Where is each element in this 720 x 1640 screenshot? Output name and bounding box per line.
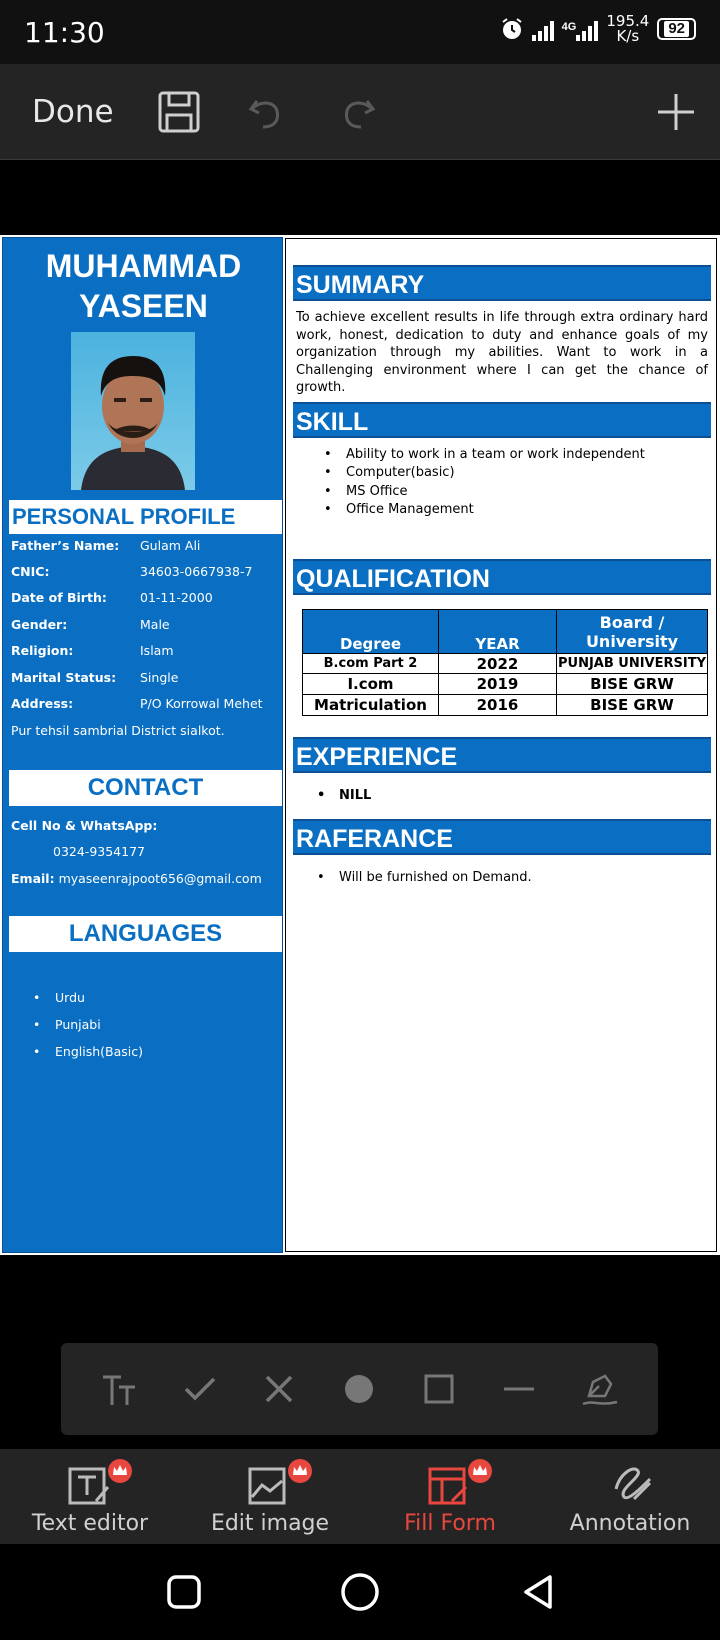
reference-heading: RAFERANCE xyxy=(293,819,711,855)
dot-tool[interactable] xyxy=(337,1367,381,1411)
edit-image-label: Edit image xyxy=(210,1511,330,1536)
square-icon xyxy=(424,1374,454,1404)
text-size-tool[interactable] xyxy=(97,1367,141,1411)
rectangle-tool[interactable] xyxy=(417,1367,461,1411)
text-editor-button[interactable] xyxy=(0,1449,180,1544)
experience-item: • NILL xyxy=(339,788,371,803)
line-tool[interactable] xyxy=(497,1367,541,1411)
resume-document[interactable] xyxy=(0,235,720,1255)
home-icon[interactable] xyxy=(340,1572,380,1612)
contact-email: myaseenrajpoot656@gmail.com xyxy=(58,871,262,886)
system-navigation-bar xyxy=(0,1544,720,1640)
text-editor-label: Text editor xyxy=(31,1511,149,1536)
qualification-table xyxy=(302,609,708,716)
edit-image-button[interactable] xyxy=(180,1449,360,1544)
skill-item: • Ability to work in a team or work independent xyxy=(346,447,645,462)
cross-tool[interactable] xyxy=(257,1367,301,1411)
table-cell: BISE GRW xyxy=(557,674,708,695)
status-time: 11:30 xyxy=(24,16,105,49)
table-cell: I.com xyxy=(303,674,439,695)
annotation-toolbar xyxy=(61,1343,658,1435)
col-year: YEAR xyxy=(439,610,557,654)
language-item: • Punjabi xyxy=(35,1017,101,1032)
redo-icon[interactable] xyxy=(337,91,377,131)
resume-name-line2: YASEEN xyxy=(79,288,208,324)
fill-form-button[interactable] xyxy=(360,1449,540,1544)
profile-photo xyxy=(71,332,195,490)
table-row xyxy=(303,654,708,674)
table-cell: 2019 xyxy=(439,674,557,695)
signature-tool[interactable] xyxy=(578,1367,622,1411)
table-row xyxy=(303,674,708,695)
resume-main-column xyxy=(285,238,717,1252)
fill-form-label: Fill Form xyxy=(404,1511,496,1536)
battery-icon: 92 xyxy=(657,18,696,40)
top-toolbar xyxy=(0,64,720,160)
save-icon[interactable] xyxy=(158,91,200,133)
recents-icon[interactable] xyxy=(166,1574,202,1610)
table-cell: PUNJAB UNIVERSITY xyxy=(557,654,708,674)
alarm-icon xyxy=(500,17,524,41)
contact-phone-label: Cell No & WhatsApp: xyxy=(11,818,158,833)
skill-item: • MS Office xyxy=(346,484,408,499)
qualification-heading: QUALIFICATION xyxy=(293,559,711,595)
table-cell: Matriculation xyxy=(303,695,439,716)
table-cell: BISE GRW xyxy=(557,695,708,716)
language-item: • Urdu xyxy=(35,990,85,1005)
check-icon xyxy=(183,1372,217,1406)
dot-icon xyxy=(344,1374,374,1404)
profile-address-line2: Pur tehsil sambrial District sialkot. xyxy=(11,723,225,738)
edit-image-icon xyxy=(244,1459,324,1505)
languages-heading: LANGUAGES xyxy=(9,916,282,952)
status-bar xyxy=(0,0,720,64)
annotation-icon xyxy=(604,1459,684,1505)
contact-phone: 0324-9354177 xyxy=(53,844,145,859)
table-row xyxy=(303,695,708,716)
table-cell: 2022 xyxy=(439,654,557,674)
annotation-label: Annotation xyxy=(569,1511,691,1536)
skill-item: • Office Management xyxy=(346,502,474,517)
resume-sidebar: MUHAMMAD YASEEN PERSONAL PROFILE Father’s Name: Gulam Ali CNIC: 34603-0667938-7 Date of Birth: 01-11-2000 Gender: Male Religion: Islam Marital Status: Single Address: P/O Korrowal Mehet Pur tehsil sambrial District sialkot. CONTACT Cell No & WhatsApp: 0324-9354177 Email: myaseenrajpoot656@gmail.com LANGUAGES • Urdu • Punjabi • English(Basic) xyxy=(2,237,283,1253)
contact-heading: CONTACT xyxy=(9,770,282,806)
signal-4g-icon: 4G xyxy=(562,17,599,41)
summary-heading: SUMMARY xyxy=(293,265,711,301)
undo-icon[interactable] xyxy=(247,91,287,131)
bottom-navigation xyxy=(0,1449,720,1544)
signal-icon xyxy=(532,17,554,41)
language-item: • English(Basic) xyxy=(35,1044,143,1059)
add-icon[interactable] xyxy=(656,92,696,132)
text-editor-icon xyxy=(64,1459,144,1505)
resume-name-line1: MUHAMMAD xyxy=(45,248,242,284)
col-degree: Degree xyxy=(303,610,439,654)
contact-email-row: Email: myaseenrajpoot656@gmail.com xyxy=(11,871,262,886)
skill-item: • Computer(basic) xyxy=(346,465,455,480)
line-icon xyxy=(502,1372,536,1406)
personal-profile-heading: PERSONAL PROFILE xyxy=(9,500,282,534)
fill-form-icon xyxy=(424,1459,504,1505)
col-board: Board / University xyxy=(557,610,708,654)
done-button[interactable]: Done xyxy=(32,94,114,130)
check-tool[interactable] xyxy=(178,1367,222,1411)
skill-heading: SKILL xyxy=(293,402,711,438)
network-speed: 195.4 K/s xyxy=(606,12,650,45)
reference-item: • Will be furnished on Demand. xyxy=(339,870,532,885)
table-header-row xyxy=(303,610,708,654)
pen-nib-icon xyxy=(581,1370,619,1408)
text-size-icon xyxy=(101,1371,137,1407)
experience-heading: EXPERIENCE xyxy=(293,737,711,773)
close-icon xyxy=(264,1374,294,1404)
table-cell: 2016 xyxy=(439,695,557,716)
back-icon[interactable] xyxy=(518,1572,558,1612)
annotation-button[interactable] xyxy=(540,1449,720,1544)
summary-text: To achieve excellent results in life through extra ordinary hard work, honest, dedication to duty and enhance goals of my organization through my abilities. Want to work in a Challenging environment where I can get the chance of growth. xyxy=(296,310,708,395)
table-cell: B.com Part 2 xyxy=(303,654,439,674)
